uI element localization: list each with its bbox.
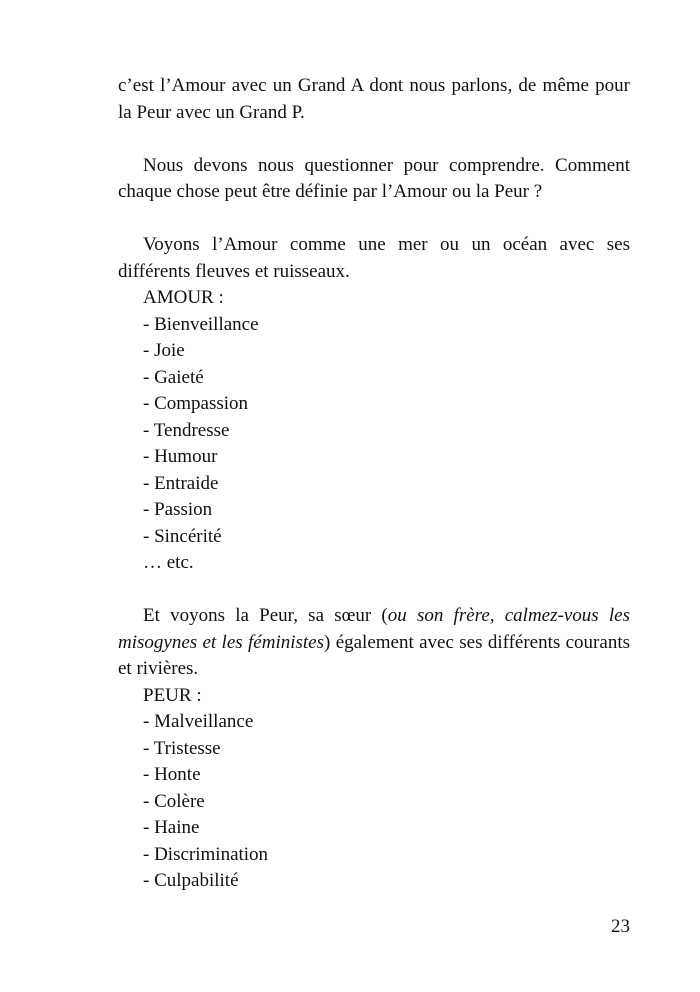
peur-list	[118, 683, 630, 895]
peur-aside-italic: ou son frère, calmez-vous les misogynes et les féministes	[118, 605, 630, 653]
paragraph-amour-ocean: Voyons l’Amour comme une mer ou un océan avec ses différents fleuves et ruisseaux.	[118, 234, 630, 282]
amour-list-item: - Humour	[143, 446, 218, 467]
amour-list-item: - Joie	[143, 340, 185, 361]
amour-list-item: - Entraide	[143, 472, 219, 494]
paragraph-spacer	[118, 206, 630, 233]
paragraph-amour-grand-a: c’est l’Amour avec un Grand A dont nous parlons, de même pour la Peur avec un Grand P.	[118, 75, 630, 123]
peur-outro-text: ) également avec ses différents courants et rivières.	[118, 631, 630, 679]
page-number: 23	[611, 916, 630, 937]
peur-list-item: - Malveillance	[143, 711, 254, 732]
paragraph-spacer	[118, 577, 630, 604]
amour-list-etc: … etc.	[143, 552, 194, 573]
peur-list-item: - Haine	[143, 817, 200, 838]
amour-list-item: - Tendresse	[143, 419, 230, 441]
paragraph-spacer	[118, 126, 630, 153]
amour-list-item: - Sincérité	[143, 525, 222, 547]
amour-list-heading: AMOUR :	[143, 287, 224, 308]
peur-list-item: - Tristesse	[143, 737, 221, 759]
peur-list-item: - Colère	[143, 790, 205, 812]
page-body	[118, 73, 630, 895]
paragraph-questionner: Nous devons nous questionner pour comprendre. Comment chaque chose peut être définie par l’Amour ou la Peur ?	[118, 154, 630, 202]
amour-list-item: - Passion	[143, 499, 213, 520]
paragraph-peur-soeur	[118, 603, 630, 683]
amour-list-item: - Bienveillance	[143, 313, 259, 335]
amour-list-item: - Gaieté	[143, 366, 204, 388]
amour-list	[118, 285, 630, 577]
amour-list-item: - Compassion	[143, 393, 249, 414]
peur-list-item: - Honte	[143, 764, 201, 785]
peur-list-item: - Culpabilité	[143, 870, 239, 891]
peur-intro-text: Et voyons la Peur, sa sœur (	[143, 605, 388, 626]
peur-list-item: - Discrimination	[143, 843, 269, 865]
peur-list-heading: PEUR :	[143, 684, 202, 706]
